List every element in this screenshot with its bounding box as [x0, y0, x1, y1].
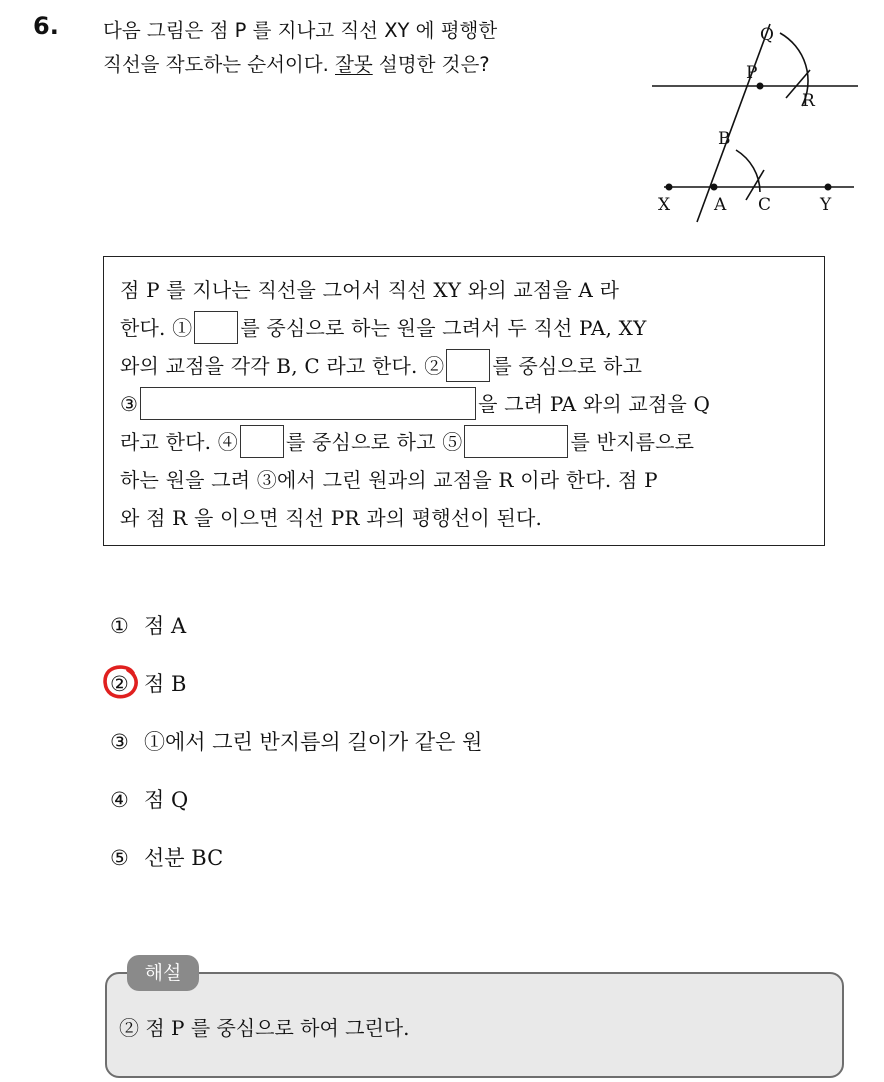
question-line-1: 다음 그림은 점 P 를 지나고 직선 XY 에 평행한 — [103, 19, 498, 42]
solution-tab: 해설 — [127, 955, 199, 991]
question-number: 6. — [33, 12, 59, 40]
label-p: P — [746, 63, 758, 83]
box-line-4 — [120, 385, 800, 423]
question-text — [103, 14, 643, 82]
option-mark: ⑤ — [110, 846, 129, 870]
option-text: 점 A — [144, 614, 187, 638]
box-text: 를 반지름으로 — [570, 430, 695, 454]
box-line-6: 하는 원을 그려 ③에서 그린 원과의 교점을 R 이라 한다. 점 P — [120, 468, 658, 492]
transversal-line — [697, 24, 770, 222]
label-x: X — [658, 195, 671, 215]
blank-4 — [240, 425, 284, 458]
blank-5 — [464, 425, 568, 458]
point-y — [825, 184, 832, 191]
option-mark: ② — [110, 672, 129, 696]
label-r: R — [802, 91, 815, 111]
label-b: B — [718, 129, 731, 149]
answer-circle-mark — [102, 664, 140, 700]
option-1[interactable] — [110, 610, 186, 640]
box-text: ③ — [120, 392, 139, 416]
point-x — [666, 184, 673, 191]
box-text: 라고 한다. ④ — [120, 430, 238, 454]
question-line-2-start: 직선을 작도하는 순서이다. — [103, 53, 336, 76]
solution-text: ② 점 P 를 중심으로 하여 그린다. — [119, 1016, 410, 1040]
box-text: 를 중심으로 하고 — [492, 354, 643, 378]
box-line-5 — [120, 423, 800, 461]
box-line-2 — [120, 309, 800, 347]
blank-3 — [140, 387, 476, 420]
point-p — [757, 83, 764, 90]
arc-b-c — [736, 150, 760, 192]
box-text: 한다. ① — [120, 316, 193, 340]
box-line-1: 점 P 를 지나는 직선을 그어서 직선 XY 와의 교점을 A 라 — [120, 278, 620, 302]
option-4[interactable] — [110, 784, 188, 814]
option-text: 점 Q — [144, 788, 189, 812]
option-2[interactable] — [110, 668, 186, 698]
box-text: 와의 교점을 각각 B, C 라고 한다. ② — [120, 354, 445, 378]
construction-description-box — [103, 256, 825, 546]
underlined-word: 잘못 — [335, 53, 373, 76]
option-text: ①에서 그린 반지름의 길이가 같은 원 — [144, 730, 483, 754]
label-q: Q — [760, 25, 774, 45]
box-line-3 — [120, 347, 800, 385]
option-mark: ① — [110, 614, 129, 638]
option-text: 점 B — [144, 672, 187, 696]
label-c: C — [758, 195, 772, 215]
label-a: A — [714, 195, 727, 215]
construction-figure — [650, 20, 860, 230]
question-line-2 — [103, 48, 643, 82]
box-text: 를 중심으로 하고 ⑤ — [285, 430, 463, 454]
blank-1 — [194, 311, 238, 344]
box-text: 를 중심으로 하는 원을 그려서 두 직선 PA, XY — [240, 316, 647, 340]
box-line-7: 와 점 R 을 이으면 직선 PR 과의 평행선이 된다. — [120, 506, 543, 530]
solution-box — [105, 972, 844, 1078]
label-y: Y — [820, 195, 832, 215]
option-mark: ④ — [110, 788, 129, 812]
blank-2 — [446, 349, 490, 382]
option-mark: ③ — [110, 730, 129, 754]
box-text: 을 그려 PA 와의 교점을 Q — [478, 392, 711, 416]
option-3[interactable] — [110, 726, 482, 756]
question-line-2-end: 설명한 것은? — [372, 53, 490, 76]
option-5[interactable] — [110, 842, 223, 872]
option-text: 선분 BC — [144, 846, 224, 870]
point-a — [711, 184, 718, 191]
